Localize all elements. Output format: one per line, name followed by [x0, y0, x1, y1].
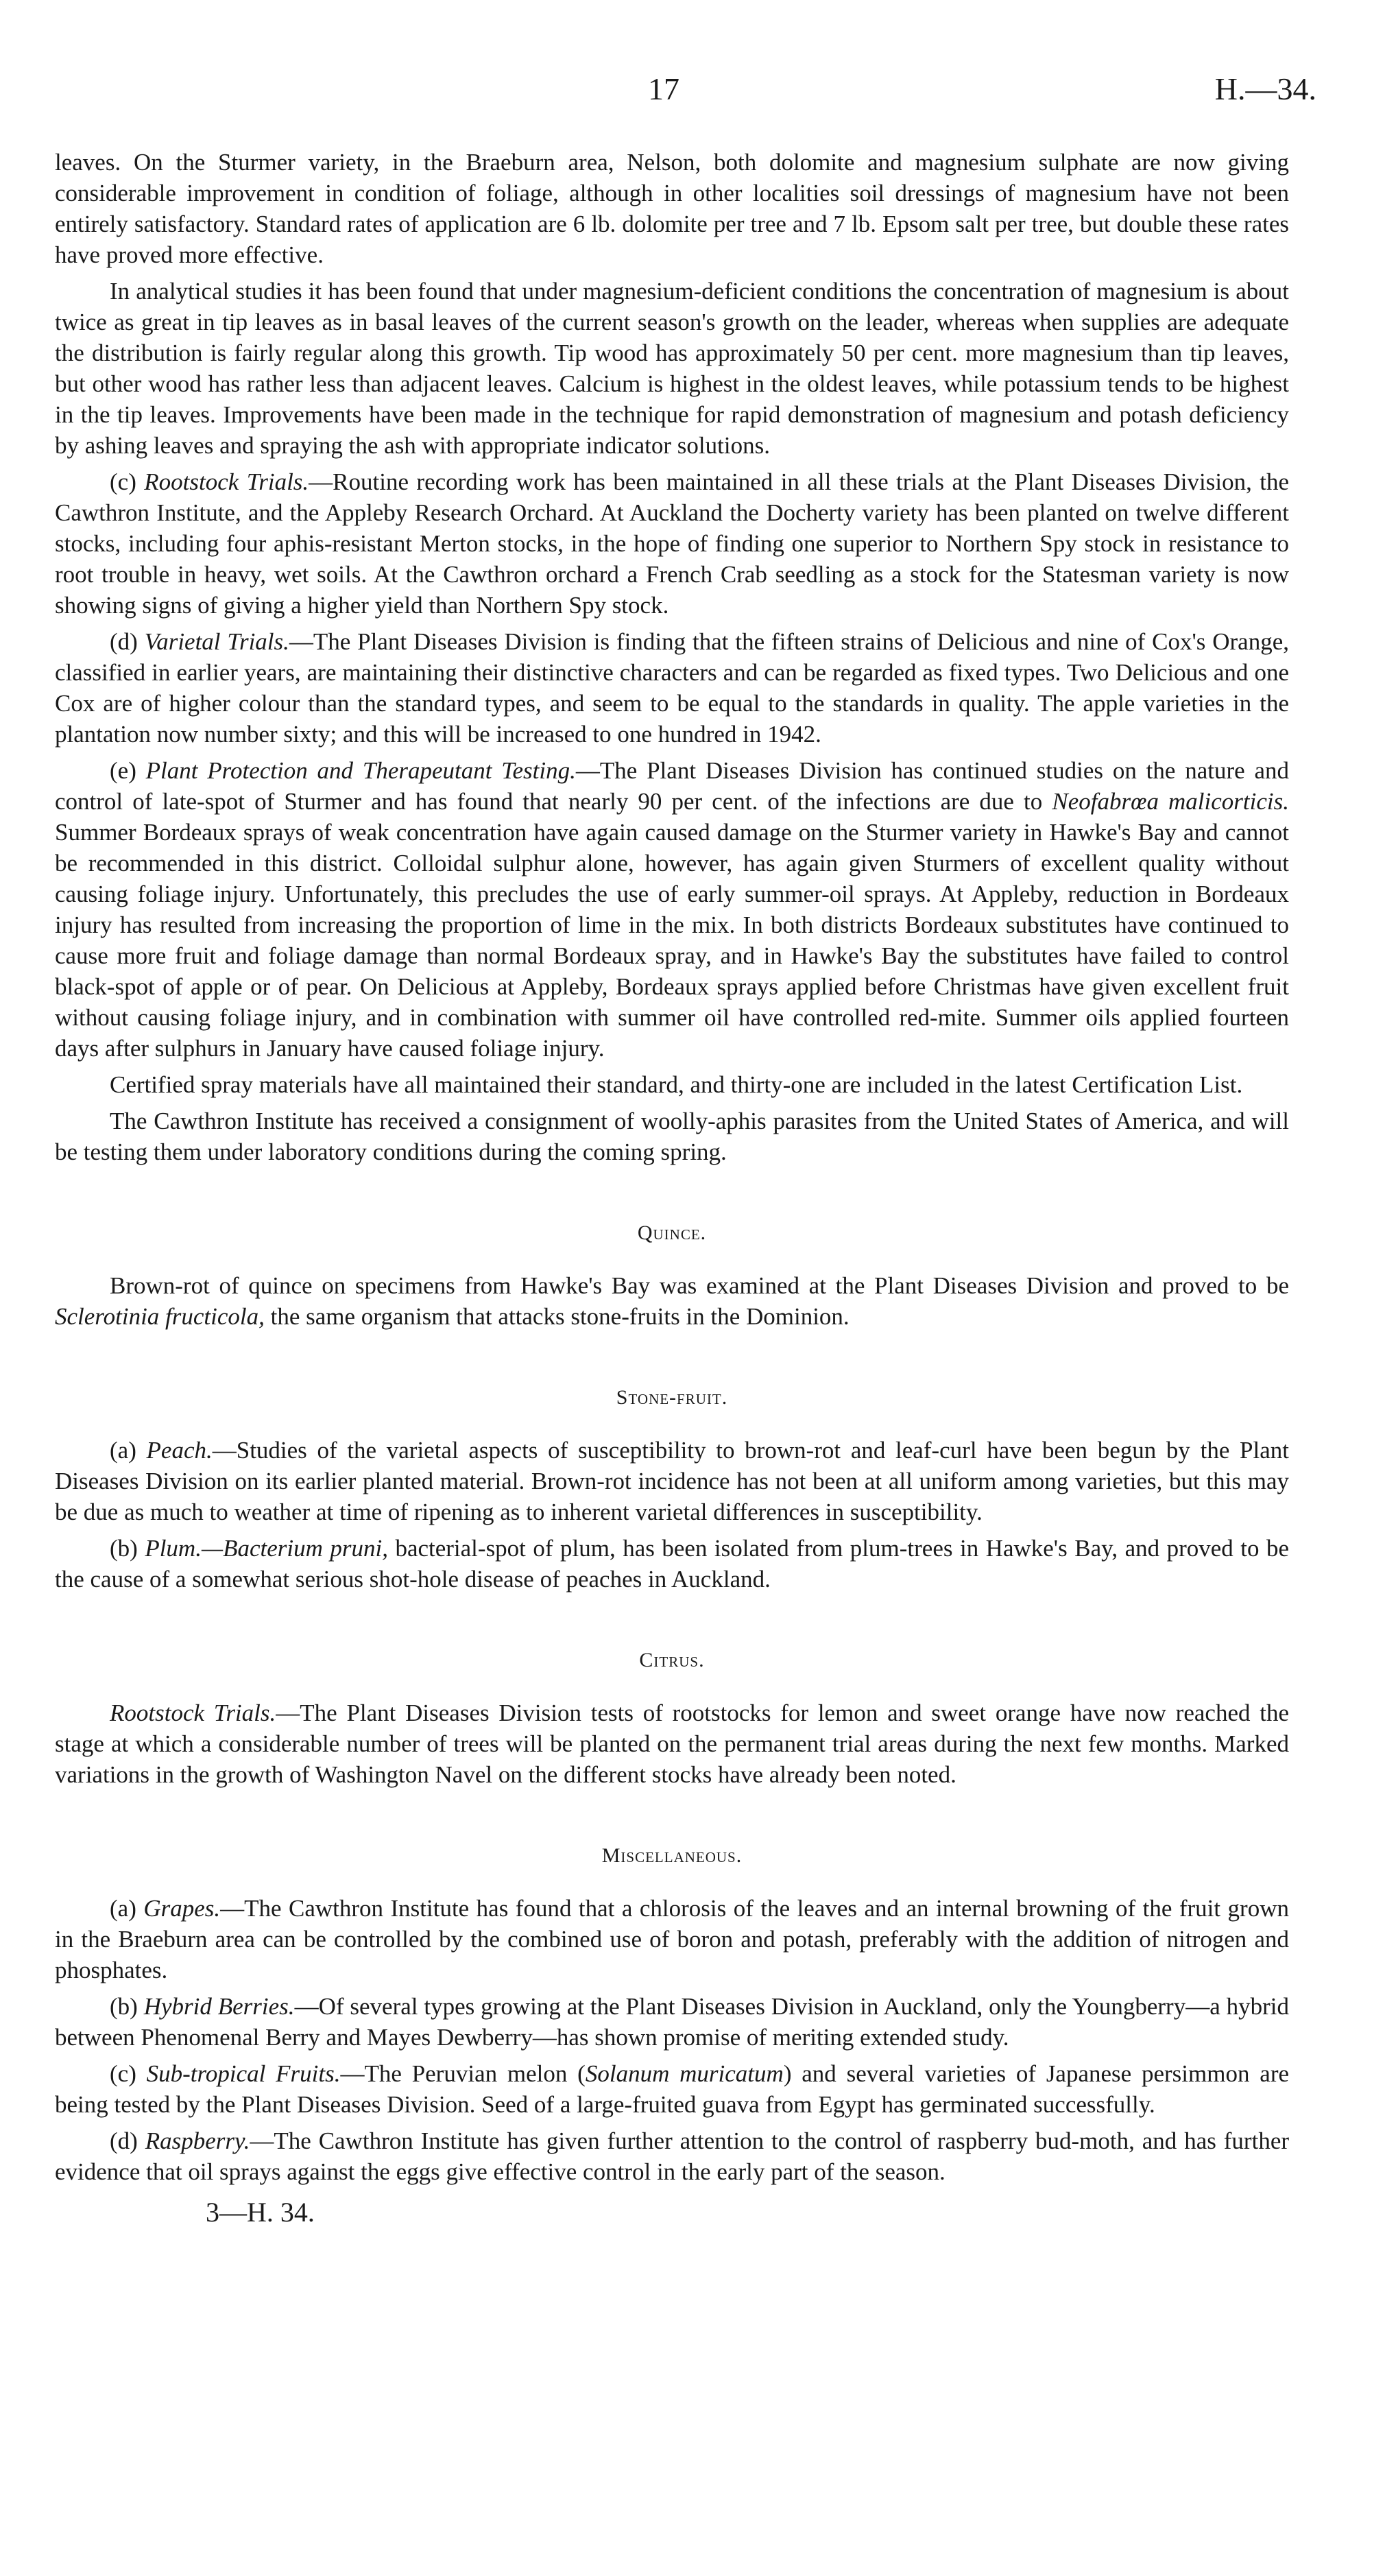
item-text: —The Plant Diseases Division is finding that the fifteen strains of Delicious and nine of Cox's Orange, classified in earlier years, are maintaining their distinctive characters and can be regarded as fixed types. Two Delicious and one Cox are of higher colour than the standard types, and seem to be equal to the standards in quality. The apple varieties in the plantation now number sixty; and this will be increased to one hundred in 1942.	[55, 628, 1290, 748]
section-heading-citrus: Citrus.	[639, 1649, 705, 1671]
page-number: 17	[648, 71, 679, 106]
organism-name: Neofabrœa malicorticis.	[1052, 788, 1289, 815]
page-body	[55, 147, 1289, 2228]
item-heading: Rootstock Trials.	[110, 1700, 276, 1726]
section-heading-quince: Quince.	[637, 1221, 707, 1244]
item-heading: Sub-tropical Fruits.	[146, 2060, 341, 2087]
page-header	[0, 65, 1385, 113]
quince-paragraph	[55, 1270, 1289, 1332]
item-label: (d)	[110, 2127, 145, 2154]
item-text: —The Plant Diseases Division has continued studies on the nature and control of late-spot of Sturmer and has found that nearly 90 per cent. of the infections are due to	[55, 757, 1289, 815]
item-label: (a)	[110, 1437, 147, 1464]
item-label: (a)	[110, 1895, 144, 1922]
item-text: —The Peruvian melon (	[340, 2060, 586, 2087]
section-heading-miscellaneous: Miscellaneous.	[601, 1844, 743, 1867]
certified-spray-paragraph: Certified spray materials have all maintained their standard, and thirty-one are included in the latest Certification List.	[110, 1071, 1243, 1098]
rootstock-trials-paragraph	[55, 466, 1289, 621]
species-name: Solanum muricatum	[585, 2060, 784, 2087]
subtropical-fruits-paragraph	[55, 2058, 1289, 2120]
hybrid-berries-paragraph	[55, 1991, 1289, 2053]
plum-paragraph	[55, 1533, 1289, 1595]
organism-name: Sclerotinia fructicola,	[55, 1303, 265, 1330]
section-heading-stone-fruit: Stone-fruit.	[616, 1386, 728, 1409]
document-reference: H.—34.	[1214, 71, 1316, 106]
plant-protection-paragraph	[55, 755, 1289, 1064]
item-text: bacterial-spot of plum, has been isolated from plum-trees in Hawke's Bay, and proved to be the cause of a somewhat serious shot-hole disease of peaches in Auckland.	[55, 1535, 1290, 1593]
item-text: —Routine recording work has been maintained in all these trials at the Plant Diseases Division, the Cawthron Institute, and the Appleby Research Orchard. At Auckland the Docherty variety has been planted on twelve different stocks, including four aphis-resistant Merton stocks, in the hope of finding one superior to Northern Spy stock in resistance to root trouble in heavy, wet soils. At the Cawthron orchard a French Crab seedling as a stock for the Statesman variety is now showing signs of giving a higher yield than Northern Spy stock.	[55, 468, 1289, 619]
item-text: ) and several varieties of Japanese persimmon are being tested by the Plant Diseases Division. Seed of a large-fruited guava from Egypt has germinated successfully.	[55, 2060, 1290, 2118]
item-heading: Plum.—Bacterium pruni,	[145, 1535, 388, 1562]
item-label: (b)	[110, 1993, 144, 2020]
varietal-trials-paragraph	[55, 626, 1289, 750]
item-text: —Studies of the varietal aspects of susceptibility to brown-rot and leaf-curl have been begun by the Plant Diseases Division on its earlier planted material. Brown-rot incidence has not been at all uniform among varieties, but this may be due as much to weather at time of ripening as to inherent varietal differences in susceptibility.	[55, 1437, 1289, 1525]
sheet-signature: 3—H. 34.	[206, 2197, 315, 2228]
item-label: (b)	[110, 1535, 145, 1562]
citrus-rootstock-paragraph	[55, 1697, 1289, 1790]
item-text: Summer Bordeaux sprays of weak concentration have again caused damage on the Sturmer variety in Hawke's Bay and cannot be recommended in this district. Colloidal sulphur alone, however, has again given Sturmers of excellent quality without causing foliage injury. Unfortunately, this precludes the use of early summer-oil sprays. At Appleby, reduction in Bordeaux injury has resulted from increasing the proportion of lime in the mix. In both districts Bordeaux substitutes have continued to cause more fruit and foliage damage than normal Bordeaux spray, and in Hawke's Bay the substitutes have failed to control black-spot of apple or of pear. On Delicious at Appleby, Bordeaux sprays applied before Christmas have given excellent fruit without causing foliage injury, and in combination with summer oil have controlled red-mite. Summer oils applied fourteen days after sulphurs in January have caused foliage injury.	[55, 819, 1289, 1062]
item-label: (c)	[110, 2060, 147, 2087]
grapes-paragraph	[55, 1893, 1289, 1985]
item-label: (d)	[110, 628, 145, 655]
item-text: the same organism that attacks stone-fruits in the Dominion.	[264, 1303, 850, 1330]
item-text: —The Cawthron Institute has given further attention to the control of raspberry bud-moth, and has further evidence that oil sprays against the eggs give effective control in the early part of the season.	[55, 2127, 1290, 2185]
item-heading: Hybrid Berries.	[143, 1993, 295, 2020]
item-text: —The Cawthron Institute has found that a chlorosis of the leaves and an internal browning of the fruit grown in the Braeburn area can be controlled by the combined use of boron and potash, preferably with the addition of nitrogen and phosphates.	[55, 1895, 1289, 1983]
peach-paragraph	[55, 1435, 1289, 1527]
item-text: —The Plant Diseases Division tests of rootstocks for lemon and sweet orange have now reached the stage at which a considerable number of trees will be planted on the permanent trial areas during the next few months. Marked variations in the growth of Washington Navel on the different stocks have already been noted.	[55, 1700, 1290, 1788]
item-heading: Peach.	[146, 1437, 213, 1464]
item-label: (e)	[110, 757, 146, 784]
item-heading: Grapes.	[143, 1895, 221, 1922]
item-heading: Varietal Trials.	[144, 628, 289, 655]
item-text: Brown-rot of quince on specimens from Hawke's Bay was examined at the Plant Diseases Division and proved to be	[110, 1272, 1289, 1299]
woolly-aphis-paragraph: The Cawthron Institute has received a consignment of woolly-aphis parasites from the United States of America, and will be testing them under laboratory conditions during the coming spring.	[55, 1108, 1289, 1165]
item-label: (c)	[110, 468, 145, 495]
item-heading: Raspberry.	[145, 2127, 250, 2154]
analytical-studies-paragraph: In analytical studies it has been found that under magnesium-deficient conditions the concentration of magnesium is about twice as great in tip leaves as in basal leaves of the current season's growth on the leader, whereas when supplies are adequate the distribution is fairly regular along this growth. Tip wood has approximately 50 per cent. more magnesium than tip leaves, but other wood has rather less than adjacent leaves. Calcium is highest in the oldest leaves, while potassium tends to be highest in the tip leaves. Improvements have been made in the technique for rapid demonstration of magnesium and potash deficiency by ashing leaves and spraying the ash with appropriate indicator solutions.	[55, 278, 1289, 459]
item-heading: Plant Protection and Therapeutant Testing.	[145, 757, 576, 784]
raspberry-paragraph	[55, 2125, 1289, 2187]
item-text: —Of several types growing at the Plant Diseases Division in Auckland, only the Youngberry—a hybrid between Phenomenal Berry and Mayes Dewberry—has shown promise of meriting extended study.	[55, 1993, 1289, 2051]
continued-paragraph: leaves. On the Sturmer variety, in the Braeburn area, Nelson, both dolomite and magnesium sulphate are now giving considerable improvement in condition of foliage, although in other localities soil dressings of magnesium have not been entirely satisfactory. Standard rates of application are 6 lb. dolomite per tree and 7 lb. Epsom salt per tree, but double these rates have proved more effective.	[55, 149, 1289, 268]
item-heading: Rootstock Trials.	[144, 468, 309, 495]
